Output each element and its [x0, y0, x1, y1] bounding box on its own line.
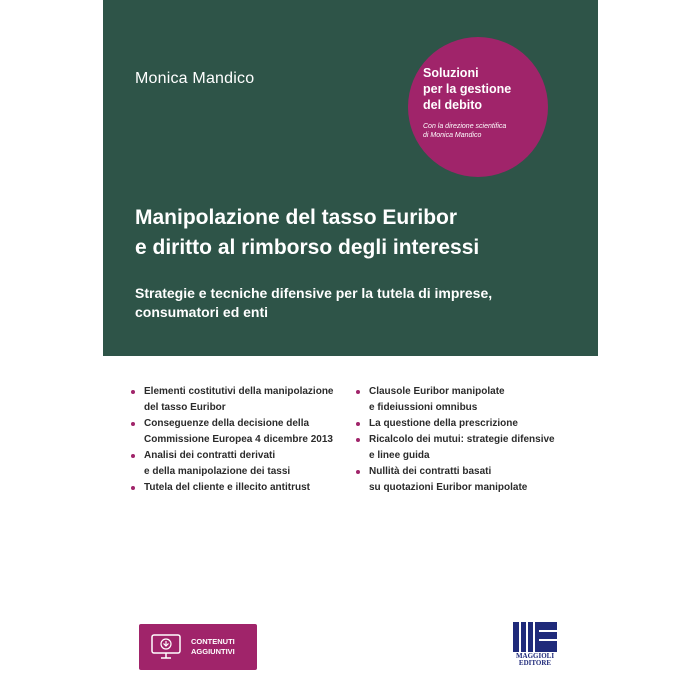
- list-item: Nullità dei contratti basati su quotazioni Euribor manipolate: [355, 464, 570, 496]
- book-subtitle-line: consumatori ed enti: [135, 304, 269, 320]
- list-item: Elementi costitutivi della manipolazione del tasso Euribor: [130, 384, 345, 416]
- series-circle-badge: [408, 37, 548, 177]
- publisher-logo: [509, 622, 561, 668]
- bullet-dot-icon: [356, 422, 360, 426]
- book-cover: [103, 0, 598, 700]
- bullet-dot-icon: [131, 486, 135, 490]
- series-title-line: per la gestione: [423, 82, 512, 96]
- bullet-dot-icon: [131, 390, 135, 394]
- list-item: La questione della prescrizione: [355, 416, 570, 432]
- book-subtitle: [135, 284, 575, 322]
- book-subtitle-line: Strategie e tecniche difensive per la tutela di imprese,: [135, 285, 493, 301]
- series-title: [423, 65, 533, 113]
- additional-content-badge: [139, 624, 257, 670]
- book-title-line: e diritto al rimborso degli interessi: [135, 236, 480, 259]
- topics-list-left: [130, 384, 345, 496]
- list-item: Conseguenze della decisione della Commissione Europea 4 dicembre 2013: [130, 416, 345, 448]
- series-subtitle-line: Con la direzione scientifica: [423, 123, 507, 130]
- list-item: Analisi dei contratti derivati e della manipolazione dei tassi: [130, 448, 345, 480]
- bullet-dot-icon: [356, 438, 360, 442]
- list-item: Tutela del cliente e illecito antitrust: [130, 480, 345, 496]
- book-title-line: Manipolazione del tasso Euribor: [135, 206, 458, 229]
- publisher-logo-icon: [513, 622, 557, 652]
- badge-label: CONTENUTI AGGIUNTIVI: [191, 637, 235, 656]
- list-item: Clausole Euribor manipolate e fideiussioni omnibus: [355, 384, 570, 416]
- list-item: Ricalcolo dei mutui: strategie difensive e linee guida: [355, 432, 570, 464]
- series-subtitle: [423, 122, 533, 140]
- author-name: Monica Mandico: [135, 70, 255, 87]
- series-subtitle-line: di Monica Mandico: [423, 132, 482, 139]
- series-title-line: Soluzioni: [423, 66, 479, 80]
- bullet-dot-icon: [131, 422, 135, 426]
- bullet-dot-icon: [131, 454, 135, 458]
- cover-top-panel: [103, 0, 598, 356]
- download-monitor-icon: [151, 634, 181, 660]
- publisher-name: MAGGIOLI EDITORE: [515, 652, 555, 667]
- topics-list-right: [355, 384, 570, 496]
- series-title-line: del debito: [423, 98, 483, 112]
- book-title: [135, 203, 585, 263]
- bullet-dot-icon: [356, 470, 360, 474]
- bullet-dot-icon: [356, 390, 360, 394]
